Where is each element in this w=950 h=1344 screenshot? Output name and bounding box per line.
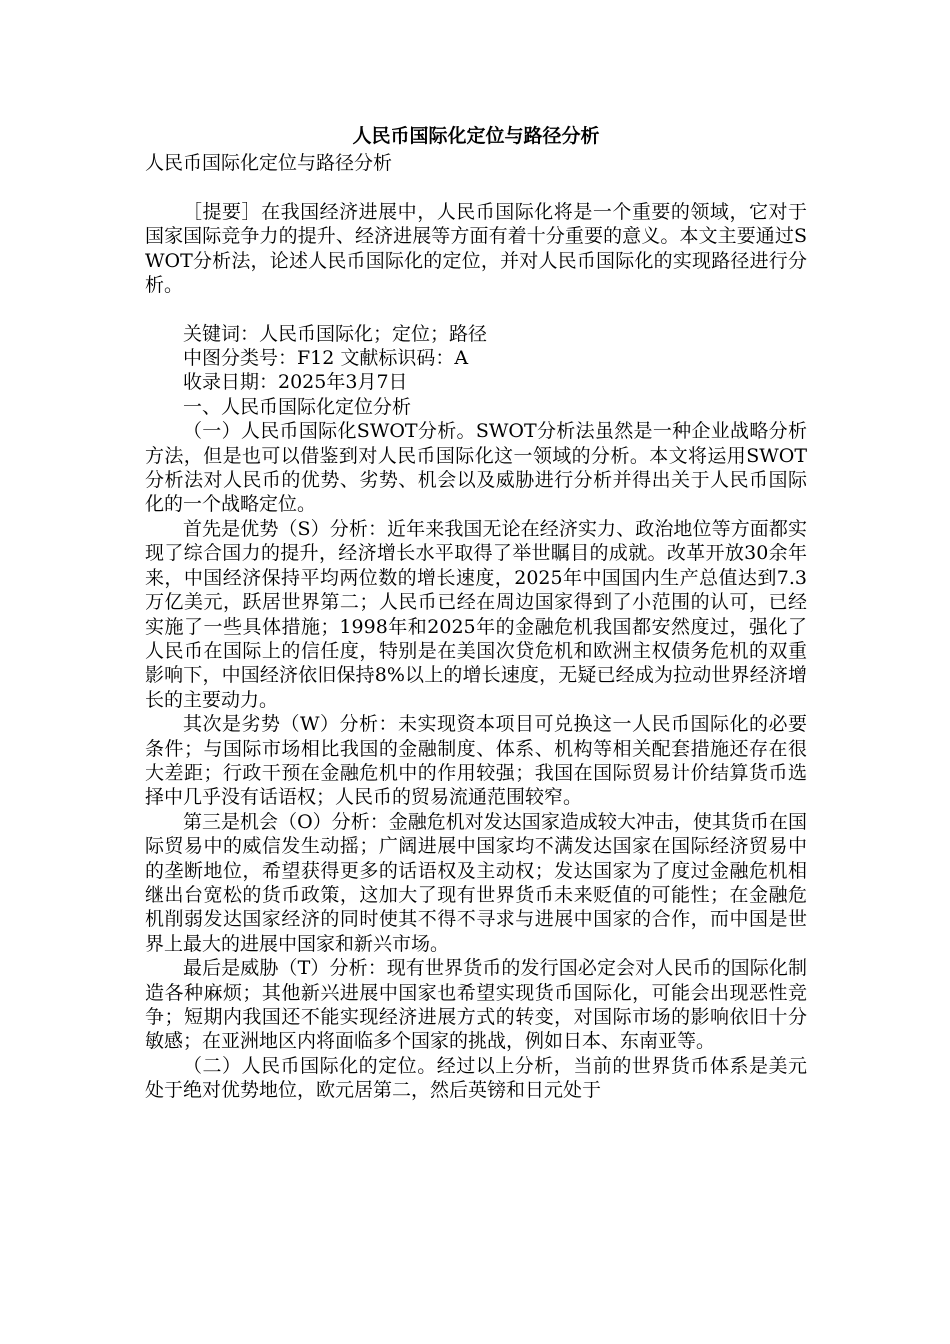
classification-line: 中图分类号：F12 文献标识码：A (183, 347, 469, 370)
section-heading: 一、人民币国际化定位分析 (183, 395, 412, 418)
keywords-line: 关键词：人民币国际化；定位；路径 (183, 322, 488, 345)
document-subtitle: 人民币国际化定位与路径分析 (145, 152, 393, 174)
document-title: 人民币国际化定位与路径分析 (352, 125, 600, 147)
received-date-line: 收录日期：2025年3月7日 (183, 371, 408, 394)
body-paragraph: （二）人民币国际化的定位。经过以上分析，当前的世界货币体系是美元处于绝对优势地位，欧元居第二，然后英镑和日元处于 (145, 1054, 807, 1102)
metadata-block (145, 322, 807, 420)
body-paragraph: 最后是威胁（T）分析：现有世界货币的发行国必定会对人民币的国际化制造各种麻烦；其他新兴进展中国家也希望实现货币国际化，可能会出现恶性竞争；短期内我国还不能实现经济进展方式的转变，对国际市场的影响依旧十分敏感；在亚洲地区内将面临多个国家的挑战，例如日本、东南亚等。 (145, 957, 807, 1053)
body-paragraph: 其次是劣势（W）分析：未实现资本项目可兑换这一人民币国际化的必要条件；与国际市场相比我国的金融制度、体系、机构等相关配套措施还存在很大差距；行政干预在金融危机中的作用较强；我国在国际贸易计价结算货币选择中几乎没有话语权；人民币的贸易流通范围较窄。 (145, 713, 807, 809)
body-paragraph: 第三是机会（O）分析：金融危机对发达国家造成较大冲击，使其货币在国际贸易中的威信发生动摇；广阔进展中国家均不满发达国家在国际经济贸易中的垄断地位，希望获得更多的话语权及主动权；发达国家为了度过金融危机相继出台宽松的货币政策，这加大了现有世界货币未来贬值的可能性；在金融危机削弱发达国家经济的同时使其不得不寻求与进展中国家的合作，而中国是世界上最大的进展中国家和新兴市场。 (145, 810, 807, 955)
document-body (145, 122, 807, 1103)
abstract-paragraph: ［提要］在我国经济进展中，人民币国际化将是一个重要的领域，它对于国家国际竞争力的提升、经济进展等方面有着十分重要的意义。本文主要通过SWOT分析法，论述人民币国际化的定位，并对人民币国际化的实现路径进行分析。 (145, 201, 807, 297)
body-paragraph: 首先是优势（S）分析：近年来我国无论在经济实力、政治地位等方面都实现了综合国力的提升，经济增长水平取得了举世瞩目的成就。改革开放30余年来，中国经济保持平均两位数的增长速度，2025年中国国内生产总值达到7.3万亿美元，跃居世界第二；人民币已经在周边国家得到了小范围的认可，已经实施了一些具体措施；1998年和2025年的金融危机我国都安然度过，强化了人民币在国际上的信任度，特别是在美国次贷危机和欧洲主权债务危机的双重影响下，中国经济依旧保持8%以上的增长速度，无疑已经成为拉动世界经济增长的主要动力。 (145, 517, 807, 711)
body-paragraph: （一）人民币国际化SWOT分析。SWOT分析法虽然是一种企业战略分析方法，但是也可以借鉴到对人民币国际化这一领域的分析。本文将运用SWOT分析法对人民币的优势、劣势、机会以及威胁进行分析并得出关于人民币国际化的一个战略定位。 (145, 420, 807, 516)
